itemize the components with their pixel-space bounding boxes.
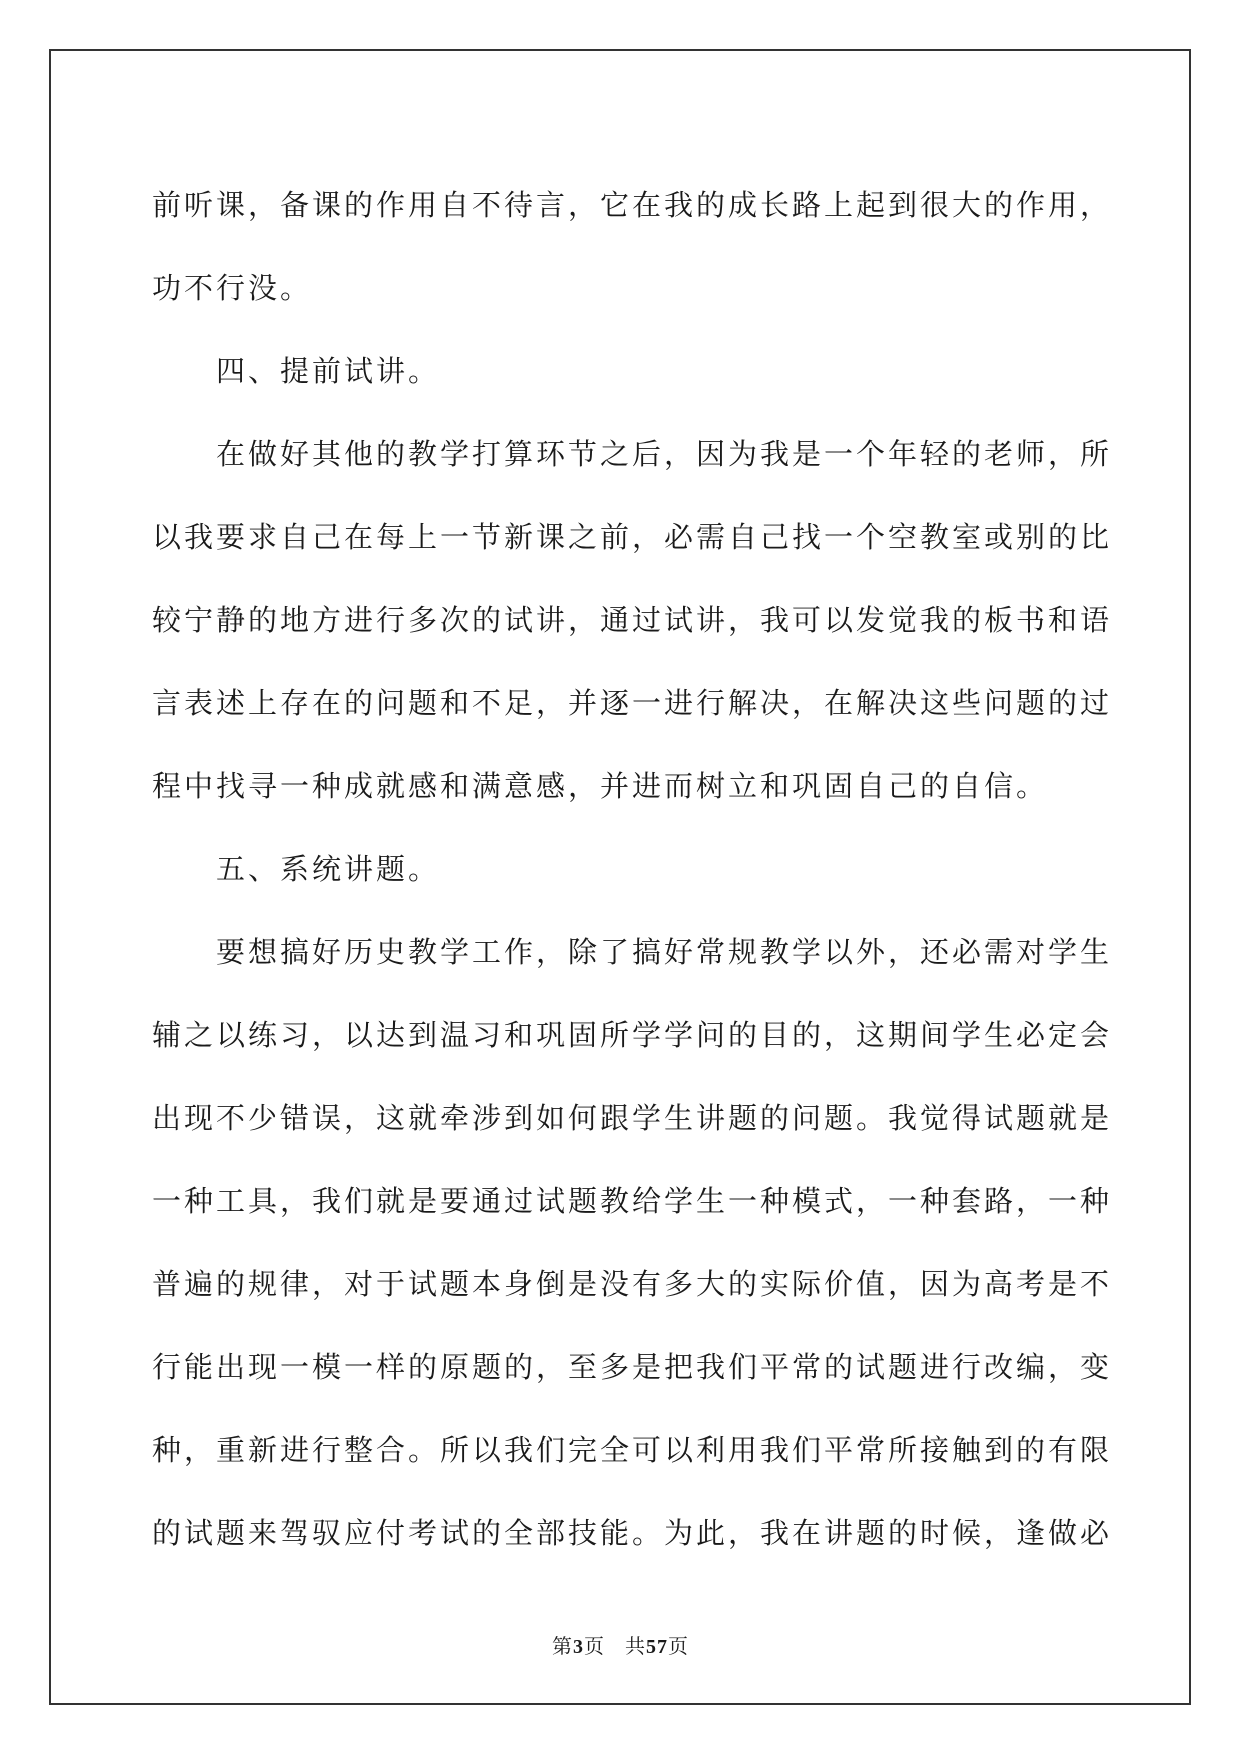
text-line: 前听课，备课的作用自不待言，它在我的成长路上起到很大的作用， xyxy=(152,188,1113,222)
document-body xyxy=(152,164,1113,1575)
text-line: 辅之以练习，以达到温习和巩固所学学问的目的，这期间学生必定会 xyxy=(152,1018,1113,1052)
text-line: 功不行没。 xyxy=(152,271,313,305)
page-total-label: 共57页 xyxy=(625,1636,689,1658)
section-heading: 五、系统讲题。 xyxy=(216,852,441,886)
text-line: 出现不少错误，这就牵涉到如何跟学生讲题的问题。我觉得试题就是 xyxy=(152,1101,1113,1135)
page-number-label: 第3页 xyxy=(552,1636,605,1658)
text-line: 言表述上存在的问题和不足，并逐一进行解决，在解决这些问题的过 xyxy=(152,686,1113,720)
section-heading: 四、提前试讲。 xyxy=(216,354,441,388)
text-line: 程中找寻一种成就感和满意感，并进而树立和巩固自己的自信。 xyxy=(152,769,1049,803)
text-line: 种，重新进行整合。所以我们完全可以利用我们平常所接触到的有限 xyxy=(152,1433,1113,1467)
text-line: 的试题来驾驭应付考试的全部技能。为此，我在讲题的时候，逢做必 xyxy=(152,1516,1113,1550)
text-line: 以我要求自己在每上一节新课之前，必需自己找一个空教室或别的比 xyxy=(152,520,1113,554)
text-line: 普遍的规律，对于试题本身倒是没有多大的实际价值，因为高考是不 xyxy=(152,1267,1113,1301)
text-line: 较宁静的地方进行多次的试讲，通过试讲，我可以发觉我的板书和语 xyxy=(152,603,1113,637)
page-footer xyxy=(0,1630,1241,1659)
paragraph-first-line: 要想搞好历史教学工作，除了搞好常规教学以外，还必需对学生 xyxy=(216,935,1113,969)
text-line: 一种工具，我们就是要通过试题教给学生一种模式，一种套路，一种 xyxy=(152,1184,1113,1218)
text-line: 行能出现一模一样的原题的，至多是把我们平常的试题进行改编，变 xyxy=(152,1350,1113,1384)
paragraph-first-line: 在做好其他的教学打算环节之后，因为我是一个年轻的老师，所 xyxy=(216,437,1113,471)
